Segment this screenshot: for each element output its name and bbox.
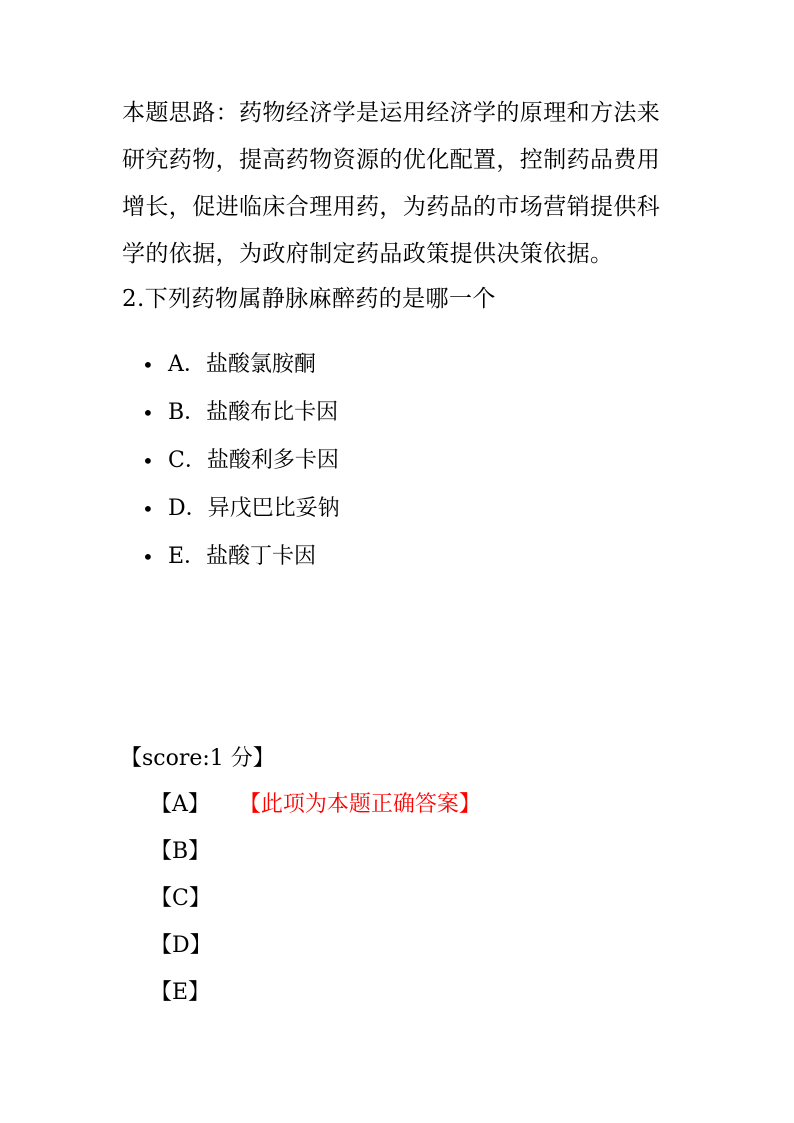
answer-row-e [150,976,481,1023]
answer-list [150,788,481,1023]
option-item-c [142,444,340,492]
answer-row-b [150,835,481,882]
option-item-a [142,348,340,396]
answer-row-d [150,929,481,976]
option-label: C．盐酸利多卡因 [168,448,339,473]
answer-label: 【B】 [150,839,211,864]
answer-row-a [150,788,481,835]
option-item-b [142,396,340,444]
answer-label: 【D】 [150,933,212,958]
answer-label: 【E】 [150,980,211,1005]
option-label: A．盐酸氯胺酮 [168,352,316,377]
score-label: 【score:1 分】 [120,746,275,771]
answer-row-c [150,882,481,929]
answer-label: 【A】 [150,792,210,817]
option-item-e [142,540,340,588]
option-label: E．盐酸丁卡因 [168,544,317,569]
answer-label: 【C】 [150,886,211,911]
option-item-d [142,492,340,540]
bullet-icon: • [142,545,154,569]
question-text: 2.下列药物属静脉麻醉药的是哪一个 [122,286,496,312]
bullet-icon: • [142,449,154,473]
option-list [142,348,340,588]
explanation-paragraph: 本题思路：药物经济学是运用经济学的原理和方法来研究药物，提高药物资源的优化配置，控制药品费用增长，促进临床合理用药，为药品的市场营销提供科学的依据，为政府制定药品政策提供决策依据。 [122,100,661,267]
bullet-icon: • [142,401,154,425]
option-label: D．异戊巴比妥钠 [168,496,340,521]
correct-answer-note: 【此项为本题正确答案】 [249,792,481,817]
option-label: B．盐酸布比卡因 [168,400,339,425]
bullet-icon: • [142,353,154,377]
bullet-icon: • [142,497,154,521]
